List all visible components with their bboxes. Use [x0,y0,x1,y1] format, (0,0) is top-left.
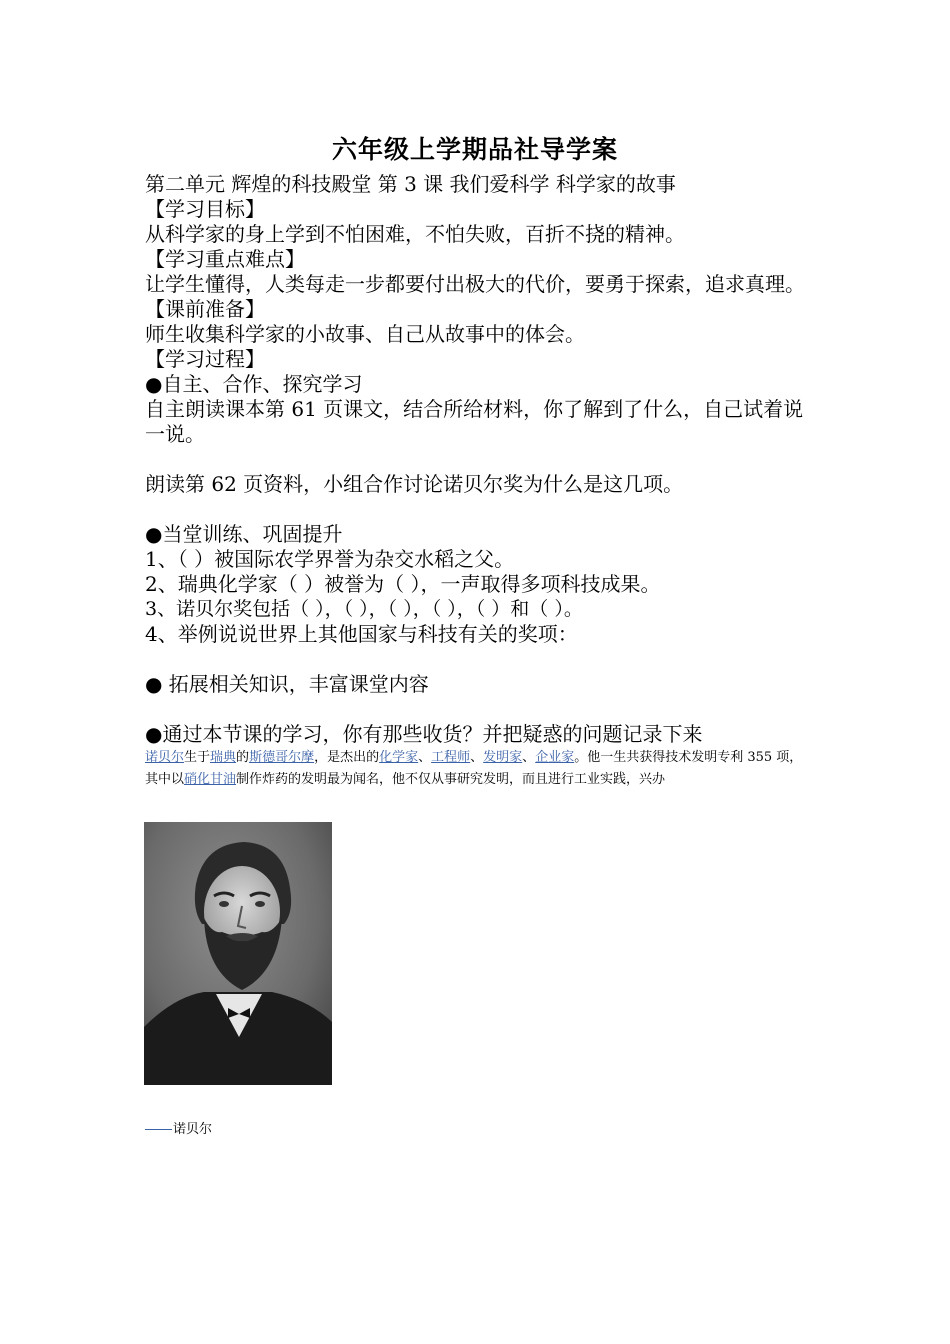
link-sweden[interactable]: 瑞典 [210,750,237,765]
process-heading: 【学习过程】 [145,347,265,371]
link-inventor[interactable]: 发明家 [483,750,523,765]
unit-line: 第二单元 辉煌的科技殿堂 第 3 课 我们爱科学 科学家的故事 [145,172,676,196]
document-body [145,172,815,791]
link-nitroglycerin[interactable]: 硝化甘油 [184,772,237,787]
link-chemist[interactable]: 化学家 [379,750,419,765]
bio-sep: 、 [522,750,536,765]
self-study-text: 自主朗读课本第 61 页课文，结合所给材料，你了解到了什么，自己试着说一说。 [145,397,804,446]
question-2: 2、瑞典化学家（ ）被誉为（ ），一声取得多项科技成果。 [145,572,661,596]
prep-heading: 【课前准备】 [145,297,265,321]
bio-sep: 、 [418,750,432,765]
key-text: 让学生懂得，人类每走一步都要付出极大的代价，要勇于探索，追求真理。 [145,272,805,296]
goal-text: 从科学家的身上学到不怕困难，不怕失败，百折不挠的精神。 [145,222,685,246]
bio-text: 制作炸药的发明最为闻名，他不仅从事研究发明，而且进行工业实践，兴办 [236,772,666,787]
bio-text: ，是杰出的 [314,750,380,765]
question-1: 1、（ ）被国际农学界誉为杂交水稻之父。 [145,547,515,571]
prep-text: 师生收集科学家的小故事、自己从故事中的体会。 [145,322,585,346]
blank-line [145,497,815,522]
practice-heading: ●当堂训练、巩固提升 [145,522,343,546]
question-3: 3、诺贝尔奖包括（ ），（ ），（ ），（ ），（ ）和（ ）。 [145,598,583,620]
bio-sep: 、 [470,750,484,765]
extend-heading: ● 拓展相关知识，丰富课堂内容 [145,672,429,696]
blank-line [145,647,815,672]
caption-text: 诺贝尔 [173,1122,213,1137]
bio-text: 生于 [184,750,211,765]
link-stockholm[interactable]: 斯德哥尔摩 [249,750,315,765]
self-study-heading: ●自主、合作、探究学习 [145,372,363,396]
link-engineer[interactable]: 工程师 [431,750,471,765]
blank-line [145,447,815,472]
summary-heading: ●通过本节课的学习，你有那些收货？并把疑惑的问题记录下来 [145,722,703,746]
key-heading: 【学习重点难点】 [145,247,305,271]
goal-heading: 【学习目标】 [145,197,265,221]
link-nobel[interactable]: 诺贝尔 [145,750,185,765]
nobel-portrait-image [144,822,332,1085]
page-title: 六年级上学期品社导学案 [331,135,618,164]
blank-line [145,697,815,722]
nobel-bio [145,747,815,791]
bio-text: 的 [236,750,250,765]
image-caption [145,1120,212,1140]
link-entrepreneur[interactable]: 企业家 [535,750,575,765]
read-text: 朗读第 62 页资料，小组合作讨论诺贝尔奖为什么是这几项。 [145,472,684,496]
caption-link-line [145,1129,172,1130]
question-4: 4、举例说说世界上其他国家与科技有关的奖项： [145,622,578,646]
bio-text: 。他一生共获得技术发明专利 355 项，其中以 [145,750,803,787]
